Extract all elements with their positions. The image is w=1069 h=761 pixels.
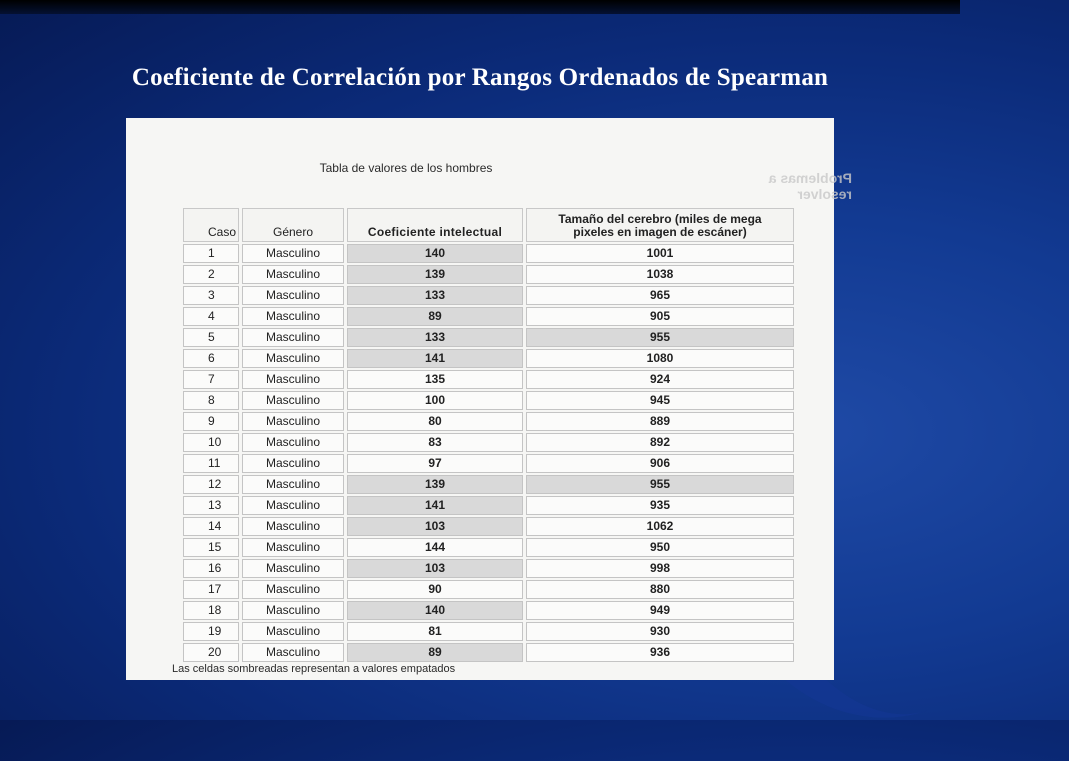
cell-tamano: 949 [526, 601, 794, 620]
cell-coeficiente: 135 [347, 370, 523, 389]
table-caption: Tabla de valores de los hombres [319, 161, 493, 175]
cell-tamano: 880 [526, 580, 794, 599]
cell-genero: Masculino [242, 643, 344, 662]
cell-coeficiente: 139 [347, 265, 523, 284]
cell-tamano: 892 [526, 433, 794, 452]
table-row [183, 601, 794, 620]
table-row [183, 454, 794, 473]
cell-tamano: 924 [526, 370, 794, 389]
cell-caso: 10 [183, 433, 239, 452]
cell-caso: 20 [183, 643, 239, 662]
header-tamano [526, 208, 794, 242]
table-row [183, 328, 794, 347]
table-row [183, 370, 794, 389]
table-row [183, 244, 794, 263]
cell-caso: 13 [183, 496, 239, 515]
cell-caso: 15 [183, 538, 239, 557]
header-tamano-line1: Tamaño del cerebro (miles de mega [558, 212, 762, 226]
table-row [183, 643, 794, 662]
cell-coeficiente: 89 [347, 643, 523, 662]
table-row [183, 433, 794, 452]
cell-caso: 16 [183, 559, 239, 578]
cell-tamano: 889 [526, 412, 794, 431]
cell-genero: Masculino [242, 391, 344, 410]
cell-tamano: 905 [526, 307, 794, 326]
bleed-through-text: Problemas a resolver [768, 170, 852, 202]
table-header-row [183, 208, 794, 242]
cell-caso: 17 [183, 580, 239, 599]
cell-genero: Masculino [242, 286, 344, 305]
cell-coeficiente: 141 [347, 496, 523, 515]
cell-caso: 4 [183, 307, 239, 326]
cell-genero: Masculino [242, 370, 344, 389]
cell-coeficiente: 97 [347, 454, 523, 473]
cell-coeficiente: 133 [347, 328, 523, 347]
cell-caso: 8 [183, 391, 239, 410]
cell-genero: Masculino [242, 496, 344, 515]
table-row [183, 559, 794, 578]
cell-coeficiente: 103 [347, 517, 523, 536]
cell-genero: Masculino [242, 538, 344, 557]
cell-tamano: 1080 [526, 349, 794, 368]
table-row [183, 412, 794, 431]
cell-genero: Masculino [242, 580, 344, 599]
cell-caso: 2 [183, 265, 239, 284]
cell-genero: Masculino [242, 349, 344, 368]
table-row [183, 475, 794, 494]
cell-genero: Masculino [242, 307, 344, 326]
cell-tamano: 935 [526, 496, 794, 515]
cell-coeficiente: 139 [347, 475, 523, 494]
cell-coeficiente: 140 [347, 601, 523, 620]
cell-tamano: 1038 [526, 265, 794, 284]
table-row [183, 265, 794, 284]
cell-genero: Masculino [242, 265, 344, 284]
table-row [183, 391, 794, 410]
table-row [183, 580, 794, 599]
cell-tamano: 998 [526, 559, 794, 578]
header-genero: Género [242, 208, 344, 242]
cell-tamano: 1001 [526, 244, 794, 263]
cell-caso: 5 [183, 328, 239, 347]
slide-title: Coeficiente de Correlación por Rangos Ordenados de Spearman [131, 64, 829, 91]
cell-coeficiente: 90 [347, 580, 523, 599]
cell-tamano: 936 [526, 643, 794, 662]
cell-coeficiente: 80 [347, 412, 523, 431]
cell-tamano: 945 [526, 391, 794, 410]
cell-tamano: 950 [526, 538, 794, 557]
cell-caso: 6 [183, 349, 239, 368]
table-row [183, 517, 794, 536]
cell-caso: 11 [183, 454, 239, 473]
cell-caso: 7 [183, 370, 239, 389]
cell-tamano: 955 [526, 475, 794, 494]
cell-coeficiente: 89 [347, 307, 523, 326]
values-table [180, 206, 797, 664]
header-coeficiente: Coeficiente intelectual [347, 208, 523, 242]
cell-tamano: 906 [526, 454, 794, 473]
cell-coeficiente: 141 [347, 349, 523, 368]
cell-coeficiente: 81 [347, 622, 523, 641]
cell-caso: 18 [183, 601, 239, 620]
cell-genero: Masculino [242, 412, 344, 431]
table-row [183, 307, 794, 326]
cell-genero: Masculino [242, 517, 344, 536]
cell-coeficiente: 133 [347, 286, 523, 305]
cell-tamano: 930 [526, 622, 794, 641]
cell-genero: Masculino [242, 559, 344, 578]
header-caso: Caso [183, 208, 239, 242]
cell-genero: Masculino [242, 244, 344, 263]
cell-tamano: 955 [526, 328, 794, 347]
cell-caso: 1 [183, 244, 239, 263]
cell-caso: 9 [183, 412, 239, 431]
cell-caso: 14 [183, 517, 239, 536]
table-footnote: Las celdas sombreadas representan a valores empatados [172, 663, 456, 675]
cell-genero: Masculino [242, 328, 344, 347]
scanned-table-image [126, 118, 852, 680]
cell-coeficiente: 140 [347, 244, 523, 263]
cell-tamano: 1062 [526, 517, 794, 536]
cell-coeficiente: 103 [347, 559, 523, 578]
header-tamano-line2: pixeles en imagen de escáner) [573, 225, 747, 239]
cell-coeficiente: 100 [347, 391, 523, 410]
table-body [183, 244, 794, 662]
cell-coeficiente: 144 [347, 538, 523, 557]
cell-genero: Masculino [242, 601, 344, 620]
cell-genero: Masculino [242, 433, 344, 452]
cell-caso: 3 [183, 286, 239, 305]
table-row [183, 349, 794, 368]
cell-caso: 19 [183, 622, 239, 641]
cell-caso: 12 [183, 475, 239, 494]
table-row [183, 538, 794, 557]
cell-coeficiente: 83 [347, 433, 523, 452]
cell-genero: Masculino [242, 622, 344, 641]
table-row [183, 286, 794, 305]
table-row [183, 622, 794, 641]
cell-genero: Masculino [242, 454, 344, 473]
cell-genero: Masculino [242, 475, 344, 494]
top-band [0, 0, 960, 14]
table-row [183, 496, 794, 515]
cell-tamano: 965 [526, 286, 794, 305]
